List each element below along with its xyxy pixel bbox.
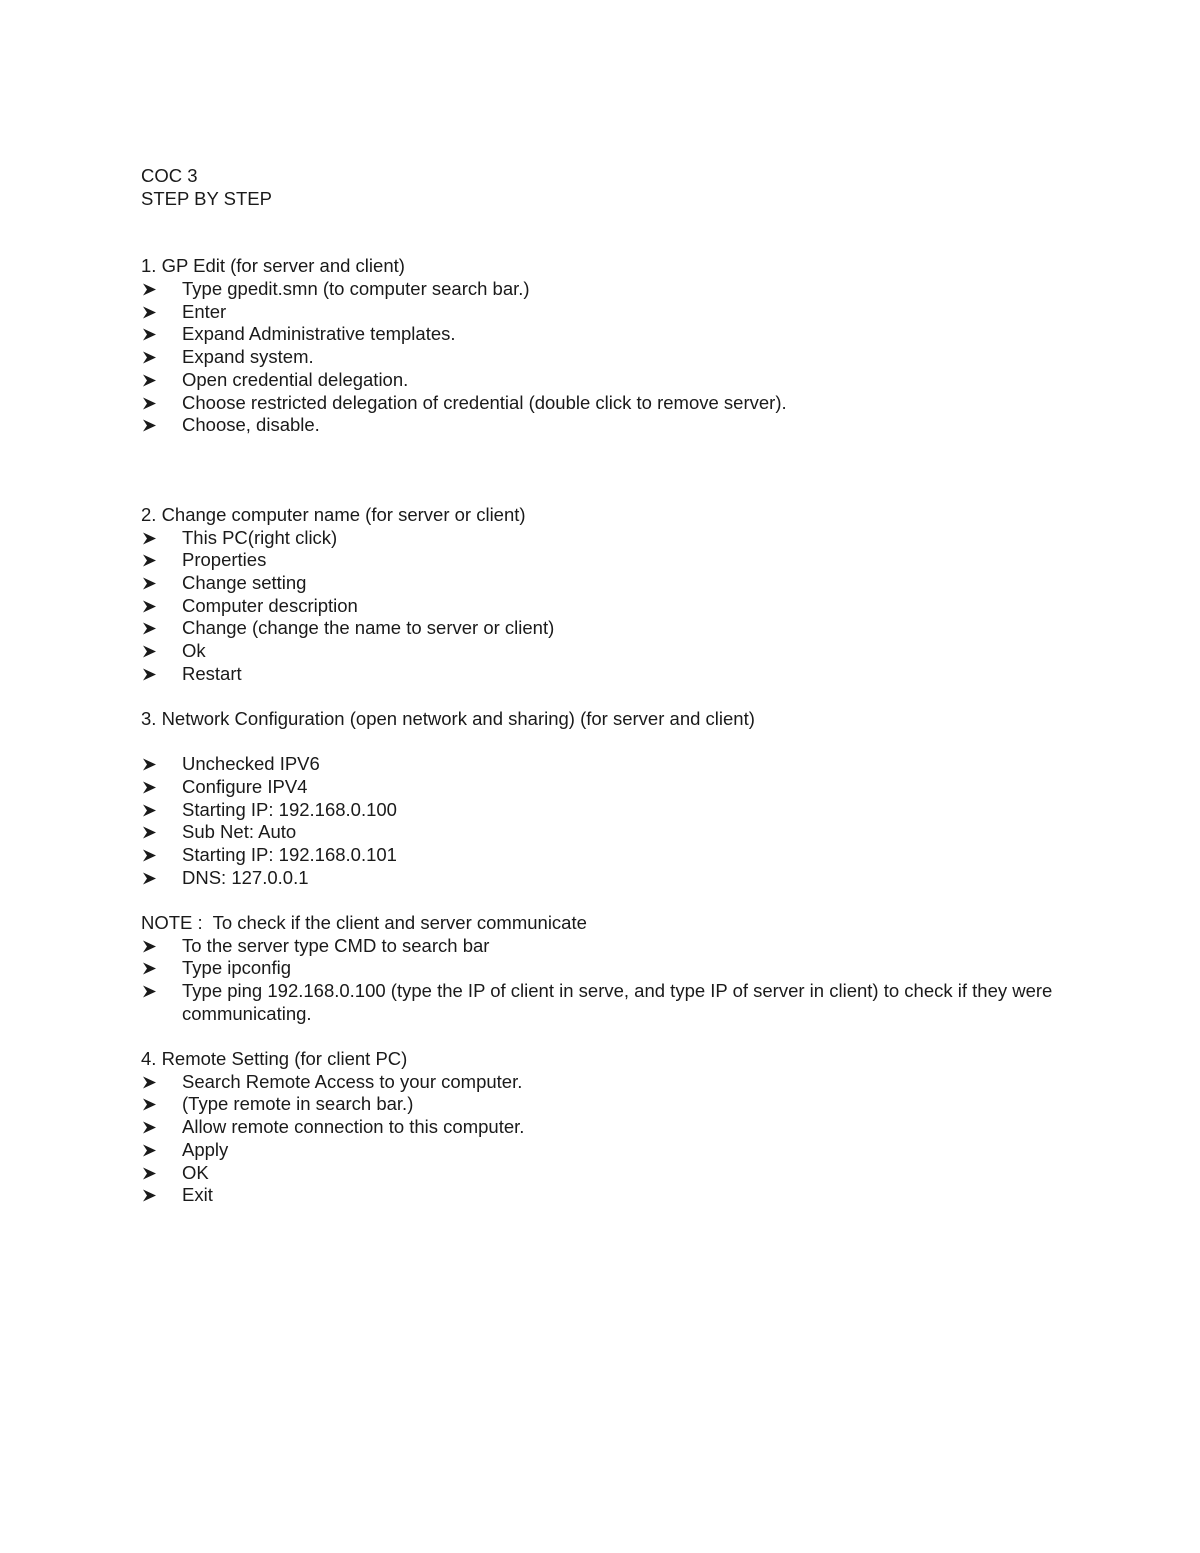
list-item: (Type remote in search bar.) (141, 1093, 1071, 1116)
list-item: Expand system. (141, 346, 1071, 369)
arrow-bullet-icon (142, 278, 158, 301)
arrow-bullet-icon (142, 549, 158, 572)
section-heading: 1. GP Edit (for server and client) (141, 255, 405, 277)
arrow-bullet-icon (142, 301, 158, 324)
arrow-bullet-icon (142, 572, 158, 595)
arrow-bullet-icon (142, 753, 158, 776)
doc-title: COC 3 (141, 165, 198, 186)
arrow-bullet-icon (142, 527, 158, 550)
arrow-bullet-icon (142, 935, 158, 958)
list-item: Ok (141, 640, 1071, 663)
list-item: Properties (141, 549, 1071, 572)
list-item: Allow remote connection to this computer. (141, 1116, 1071, 1139)
document-page (141, 165, 1071, 1207)
list-item: Enter (141, 301, 1071, 324)
arrow-bullet-icon (142, 1139, 158, 1162)
arrow-bullet-icon (142, 414, 158, 437)
list-item: This PC(right click) (141, 527, 1071, 550)
arrow-bullet-icon (142, 867, 158, 890)
list-item: Apply (141, 1139, 1071, 1162)
list-item: Choose, disable. (141, 414, 1071, 437)
arrow-bullet-icon (142, 346, 158, 369)
arrow-bullet-icon (142, 595, 158, 618)
list-item: Computer description (141, 595, 1071, 618)
list-item: Type ipconfig (141, 957, 1071, 980)
list-item: Configure IPV4 (141, 776, 1071, 799)
list-item: Restart (141, 663, 1071, 686)
arrow-bullet-icon (142, 1071, 158, 1094)
section-heading: 3. Network Configuration (open network and sharing) (for server and client) (141, 708, 755, 730)
list-item: Expand Administrative templates. (141, 323, 1071, 346)
arrow-bullet-icon (142, 821, 158, 844)
doc-subtitle: STEP BY STEP (141, 187, 272, 209)
arrow-bullet-icon (142, 369, 158, 392)
section-note (141, 912, 1071, 1026)
arrow-bullet-icon (142, 323, 158, 346)
arrow-bullet-icon (142, 1093, 158, 1116)
list-item: Starting IP: 192.168.0.100 (141, 799, 1071, 822)
section-network-configuration (141, 708, 1071, 889)
arrow-bullet-icon (142, 663, 158, 686)
list-item: Sub Net: Auto (141, 821, 1071, 844)
arrow-bullet-icon (142, 640, 158, 663)
list-item: To the server type CMD to search bar (141, 935, 1071, 958)
list-item: Type ping 192.168.0.100 (type the IP of client in serve, and type IP of server in client) to check if they were communicating. (141, 980, 1071, 1025)
section-heading: 4. Remote Setting (for client PC) (141, 1048, 408, 1069)
list-item: Open credential delegation. (141, 369, 1071, 392)
section-remote-setting (141, 1048, 1071, 1207)
arrow-bullet-icon (142, 617, 158, 640)
list-item: Unchecked IPV6 (141, 753, 1071, 776)
list-item: Type gpedit.smn (to computer search bar.) (141, 278, 1071, 301)
list-item: Change setting (141, 572, 1071, 595)
list-item: Choose restricted delegation of credential (double click to remove server). (141, 392, 1071, 415)
section-gp-edit (141, 255, 1071, 437)
arrow-bullet-icon (142, 844, 158, 867)
list-item: Search Remote Access to your computer. (141, 1071, 1071, 1094)
arrow-bullet-icon (142, 1162, 158, 1185)
arrow-bullet-icon (142, 799, 158, 822)
arrow-bullet-icon (142, 1116, 158, 1139)
section-change-computer-name (141, 504, 1071, 686)
list-item: Starting IP: 192.168.0.101 (141, 844, 1071, 867)
arrow-bullet-icon (142, 980, 158, 1003)
list-item: Change (change the name to server or client) (141, 617, 1071, 640)
section-heading: 2. Change computer name (for server or client) (141, 503, 526, 525)
list-item: DNS: 127.0.0.1 (141, 867, 1071, 890)
list-item: OK (141, 1162, 1071, 1185)
arrow-bullet-icon (142, 1184, 158, 1207)
arrow-bullet-icon (142, 392, 158, 415)
list-item: Exit (141, 1184, 1071, 1207)
arrow-bullet-icon (142, 776, 158, 799)
note-heading: NOTE : To check if the client and server communicate (141, 912, 587, 933)
arrow-bullet-icon (142, 957, 158, 980)
